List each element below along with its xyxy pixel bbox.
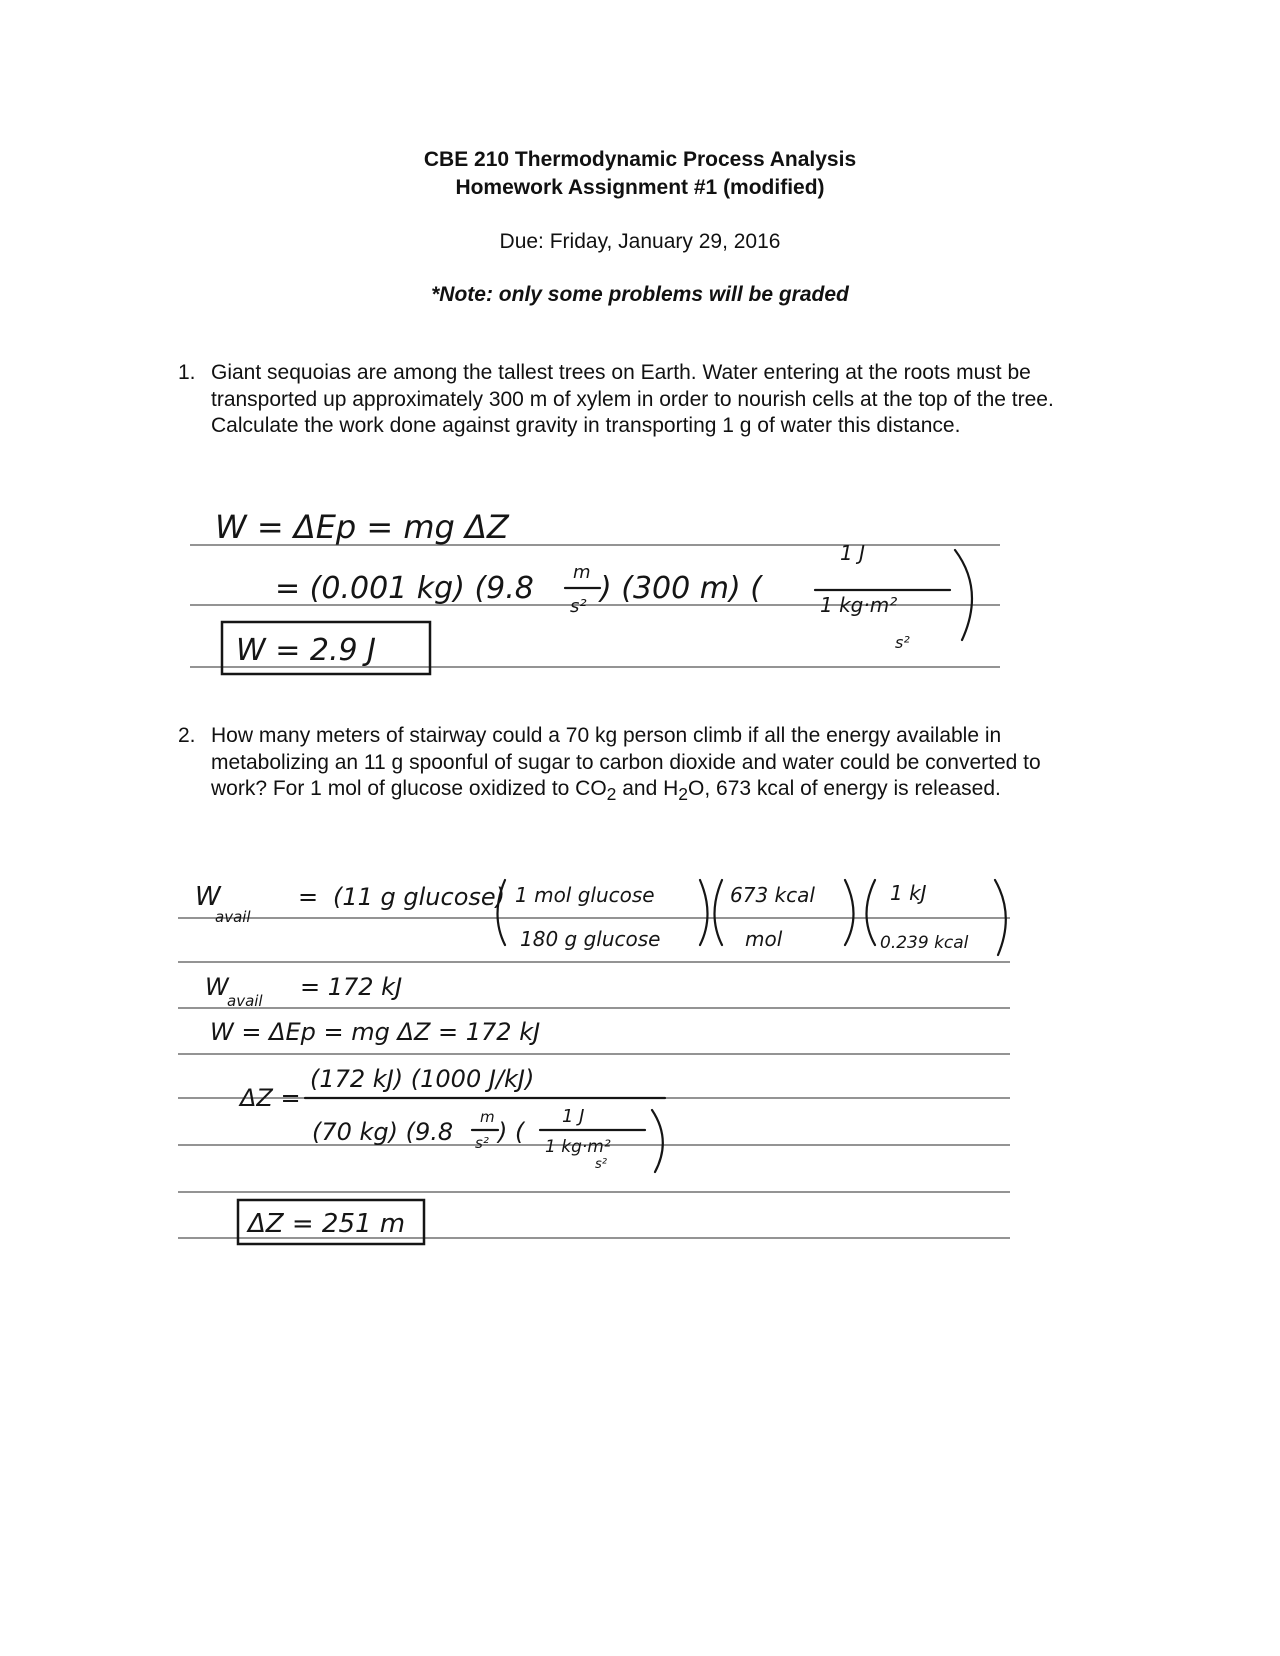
due-date: Due: Friday, January 29, 2016 — [499, 230, 781, 253]
delta-z-label: ΔZ = — [240, 1084, 301, 1112]
equals-sign: = — [298, 883, 319, 911]
conv-denominator-s2: s² — [595, 1157, 607, 1172]
solution-1-conv-den-2: s² — [895, 633, 910, 652]
line-3-energy: W = ΔEp = mg ΔZ = 172 kJ — [210, 1018, 541, 1046]
assignment-title: Homework Assignment #1 (modified) — [455, 176, 825, 199]
line-2-subscript: avail — [227, 992, 263, 1010]
solution-1-conv-num: 1 J — [840, 541, 865, 565]
line-2-w: W — [205, 973, 229, 1001]
problem-1-text: Giant sequoias are among the tallest trees on Earth. Water entering at the roots must be transported up approximately 300 m of xylem in order to nourish cells at the top of the tree. Calculate the work done against gravity in transporting 1 g of water this distance. — [211, 361, 1054, 437]
problem-2-text: How many meters of stairway could a 70 kg person climb if all the energy available in metabolizing an 11 g spoonful of sugar to carbon dioxide and water could be converted to work? For 1 mol of glucose oxidized to $CO_2$ and $H_2O$, 673 kcal of energy is released. — [211, 724, 1041, 805]
denominator-b: ) ( — [498, 1118, 525, 1146]
problem-1-number: 1. — [178, 361, 196, 384]
solution-1-result: W = 2.9 J — [236, 633, 376, 668]
solution-1-line-1: W = ΔEp = mg ΔZ — [215, 508, 509, 546]
line-2-value: = 172 kJ — [300, 973, 403, 1001]
factor-2-denominator: 180 g glucose — [520, 927, 661, 951]
denominator-s2: s² — [475, 1134, 489, 1152]
factor-4-numerator: 1 kJ — [890, 881, 927, 905]
factor-3-numerator: 673 kcal — [730, 883, 815, 907]
factor-2-numerator: 1 mol glucose — [515, 883, 655, 907]
solution-1-conv-den: 1 kg·m² — [820, 593, 898, 617]
conv-numerator: 1 J — [562, 1106, 585, 1127]
w-avail-subscript: avail — [215, 908, 251, 926]
solution-2-result: ΔZ = 251 m — [248, 1209, 406, 1239]
factor-3-denominator: mol — [745, 927, 783, 951]
delta-z-numerator: (172 kJ) (1000 J/kJ) — [310, 1065, 535, 1093]
glucose-mass: (11 g glucose) — [333, 883, 506, 911]
solution-1-line-2b: ) (300 m) ( — [600, 571, 762, 606]
factor-4-denominator: 0.239 kcal — [880, 933, 969, 953]
denominator-m: m — [480, 1108, 495, 1126]
solution-2 — [178, 880, 1010, 1244]
solution-1-line-2: = (0.001 kg) (9.8 — [275, 571, 534, 606]
problem-2-number: 2. — [178, 724, 196, 747]
solution-1-frac-num: m — [573, 562, 591, 583]
solution-1-frac-den: s² — [570, 596, 587, 617]
conv-denominator: 1 kg·m² — [545, 1137, 611, 1157]
delta-z-denominator: (70 kg) (9.8 — [312, 1118, 454, 1146]
solution-1 — [190, 508, 1000, 674]
w-avail-label: W — [195, 882, 221, 912]
grading-note: *Note: only some problems will be graded — [431, 283, 849, 306]
course-title: CBE 210 Thermodynamic Process Analysis — [423, 148, 857, 171]
